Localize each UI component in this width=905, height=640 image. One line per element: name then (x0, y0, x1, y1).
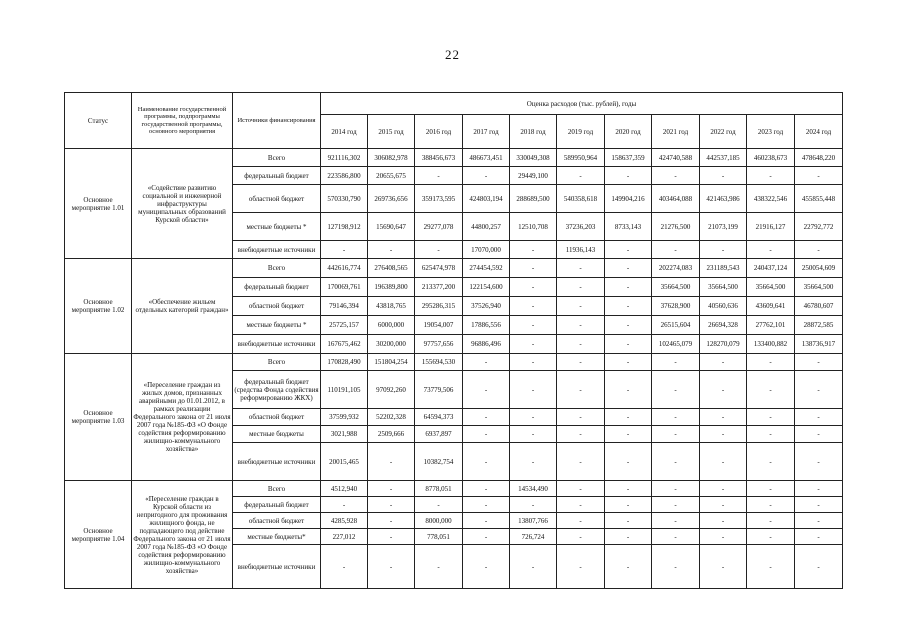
value-cell: - (795, 497, 843, 513)
value-cell: - (510, 354, 557, 371)
value-cell: - (557, 259, 605, 278)
value-cell: - (700, 354, 747, 371)
value-cell: - (368, 545, 415, 589)
value-cell: 306082,978 (368, 149, 415, 167)
value-cell: 240437,124 (747, 259, 795, 278)
value-cell: 110191,105 (321, 371, 368, 409)
value-cell: 15690,647 (368, 213, 415, 241)
value-cell: - (747, 167, 795, 185)
value-cell: - (463, 409, 510, 426)
value-cell: 6000,000 (368, 316, 415, 335)
value-cell: - (652, 409, 700, 426)
value-cell: - (605, 241, 652, 259)
value-cell: 96886,496 (463, 335, 510, 354)
value-cell: 8733,143 (605, 213, 652, 241)
value-cell: - (557, 545, 605, 589)
value-cell: 37236,203 (557, 213, 605, 241)
value-cell: 589950,964 (557, 149, 605, 167)
value-cell: 359173,595 (415, 185, 463, 213)
value-cell: 26694,328 (700, 316, 747, 335)
value-cell: - (368, 443, 415, 481)
year-header: 2019 год (557, 115, 605, 149)
value-cell: 102465,079 (652, 335, 700, 354)
funding-source-cell: местные бюджеты* (233, 529, 321, 545)
value-cell: 625474,978 (415, 259, 463, 278)
value-cell: 40560,636 (700, 297, 747, 316)
value-cell: 4285,928 (321, 513, 368, 529)
value-cell: - (652, 426, 700, 443)
value-cell: 288689,500 (510, 185, 557, 213)
value-cell: 35664,500 (747, 278, 795, 297)
value-cell: - (700, 513, 747, 529)
table-row (65, 481, 843, 497)
table-row (65, 149, 843, 167)
funding-source-cell: местные бюджеты * (233, 213, 321, 241)
value-cell: - (557, 529, 605, 545)
value-cell: - (747, 481, 795, 497)
value-cell: 570330,790 (321, 185, 368, 213)
value-cell: 11936,143 (557, 241, 605, 259)
value-cell: - (700, 371, 747, 409)
value-cell: - (510, 443, 557, 481)
value-cell: 20015,465 (321, 443, 368, 481)
value-cell: - (700, 529, 747, 545)
funding-source-cell: областной бюджет (233, 297, 321, 316)
status-cell: Основное мероприятие 1.02 (65, 259, 132, 354)
value-cell: - (747, 443, 795, 481)
header-estimate: Оценка расходов (тыс. рублей), годы (321, 93, 843, 115)
value-cell: 6937,897 (415, 426, 463, 443)
value-cell: - (368, 513, 415, 529)
value-cell: 27762,101 (747, 316, 795, 335)
funding-source-cell: Всего (233, 354, 321, 371)
value-cell: 170069,761 (321, 278, 368, 297)
value-cell: 403464,088 (652, 185, 700, 213)
value-cell: 330049,308 (510, 149, 557, 167)
value-cell: 28872,585 (795, 316, 843, 335)
funding-source-cell: областной бюджет (233, 513, 321, 529)
value-cell: - (747, 354, 795, 371)
funding-source-cell: Всего (233, 481, 321, 497)
value-cell: 22792,772 (795, 213, 843, 241)
value-cell: - (368, 529, 415, 545)
value-cell: 37599,932 (321, 409, 368, 426)
value-cell: - (605, 297, 652, 316)
value-cell: - (652, 545, 700, 589)
value-cell: 151804,254 (368, 354, 415, 371)
value-cell: 64594,373 (415, 409, 463, 426)
value-cell: 778,051 (415, 529, 463, 545)
funding-source-cell: внебюджетные источники (233, 241, 321, 259)
value-cell: - (557, 316, 605, 335)
value-cell: 52202,328 (368, 409, 415, 426)
value-cell: - (700, 241, 747, 259)
value-cell: - (463, 371, 510, 409)
value-cell: 442616,774 (321, 259, 368, 278)
value-cell: - (652, 481, 700, 497)
value-cell: - (605, 259, 652, 278)
value-cell: - (368, 497, 415, 513)
funding-source-cell: областной бюджет (233, 185, 321, 213)
year-header: 2014 год (321, 115, 368, 149)
value-cell: - (605, 545, 652, 589)
value-cell: - (368, 481, 415, 497)
value-cell: 276408,565 (368, 259, 415, 278)
table-body (65, 149, 843, 589)
value-cell: - (510, 545, 557, 589)
value-cell: - (605, 426, 652, 443)
year-header: 2024 год (795, 115, 843, 149)
year-header: 2020 год (605, 115, 652, 149)
value-cell: 486673,451 (463, 149, 510, 167)
value-cell: - (463, 529, 510, 545)
value-cell: - (557, 443, 605, 481)
value-cell: - (795, 481, 843, 497)
value-cell: - (795, 167, 843, 185)
value-cell: 29449,100 (510, 167, 557, 185)
funding-source-cell: Всего (233, 259, 321, 278)
year-header: 2015 год (368, 115, 415, 149)
funding-source-cell: местные бюджеты * (233, 316, 321, 335)
funding-source-cell: федеральный бюджет (средства Фонда содействия реформированию ЖКХ) (233, 371, 321, 409)
value-cell: 133400,882 (747, 335, 795, 354)
value-cell: - (510, 409, 557, 426)
value-cell: - (747, 426, 795, 443)
status-cell: Основное мероприятие 1.03 (65, 354, 132, 481)
value-cell: - (700, 167, 747, 185)
value-cell: - (795, 241, 843, 259)
value-cell: 460238,673 (747, 149, 795, 167)
funding-source-cell: внебюджетные источники (233, 545, 321, 589)
value-cell: 43609,641 (747, 297, 795, 316)
value-cell: 26515,604 (652, 316, 700, 335)
funding-source-cell: местные бюджеты (233, 426, 321, 443)
value-cell: - (605, 497, 652, 513)
value-cell: 35664,500 (652, 278, 700, 297)
value-cell: 202274,083 (652, 259, 700, 278)
header-status: Статус (65, 93, 132, 149)
page-number: 22 (445, 47, 460, 62)
value-cell: 2509,666 (368, 426, 415, 443)
value-cell: 424803,194 (463, 185, 510, 213)
funding-source-cell: внебюджетные источники (233, 335, 321, 354)
value-cell: 21916,127 (747, 213, 795, 241)
value-cell: 46780,607 (795, 297, 843, 316)
value-cell: - (747, 545, 795, 589)
value-cell: - (605, 481, 652, 497)
measure-name-cell: «Обеспечение жильем отдельных категорий граждан» (132, 259, 233, 354)
value-cell: 127198,912 (321, 213, 368, 241)
value-cell: - (747, 409, 795, 426)
value-cell: 424740,588 (652, 149, 700, 167)
value-cell: 274454,592 (463, 259, 510, 278)
value-cell: - (747, 497, 795, 513)
value-cell: 35664,500 (795, 278, 843, 297)
funding-source-cell: Всего (233, 149, 321, 167)
value-cell: - (652, 443, 700, 481)
value-cell: 442537,185 (700, 149, 747, 167)
measure-name-cell: «Переселение граждан в Курской области из непригодного для проживания жилищного фонда, не подпадающего под действие Федерального закона от 21 июля 2007 года №185-ФЗ «О Фонде содействия реформированию жилищно-коммунального хозяйства» (132, 481, 233, 589)
funding-source-cell: внебюджетные источники (233, 443, 321, 481)
value-cell: - (368, 241, 415, 259)
value-cell: 269736,656 (368, 185, 415, 213)
value-cell: 196389,800 (368, 278, 415, 297)
value-cell: 35664,500 (700, 278, 747, 297)
value-cell: 455855,448 (795, 185, 843, 213)
value-cell: 138736,917 (795, 335, 843, 354)
value-cell: 921116,302 (321, 149, 368, 167)
value-cell: - (557, 167, 605, 185)
value-cell: 17886,556 (463, 316, 510, 335)
value-cell: 44800,257 (463, 213, 510, 241)
funding-source-cell: федеральный бюджет (233, 497, 321, 513)
value-cell: - (510, 371, 557, 409)
value-cell: - (557, 297, 605, 316)
value-cell: 20655,675 (368, 167, 415, 185)
value-cell: - (700, 426, 747, 443)
value-cell: - (510, 297, 557, 316)
value-cell: 726,724 (510, 529, 557, 545)
value-cell: - (605, 335, 652, 354)
value-cell: - (747, 529, 795, 545)
value-cell: - (605, 354, 652, 371)
measure-name-cell: «Переселение граждан из жилых домов, признанных аварийными до 01.01.2012, в рамках реализации Федерального закона от 21 июля 2007 года №185-ФЗ «О Фонде содействия реформированию жилищно-коммунального хозяйства» (132, 354, 233, 481)
value-cell: - (605, 371, 652, 409)
status-cell: Основное мероприятие 1.01 (65, 149, 132, 259)
value-cell: 14534,490 (510, 481, 557, 497)
value-cell: - (463, 545, 510, 589)
value-cell: - (463, 481, 510, 497)
value-cell: - (321, 497, 368, 513)
value-cell: 79146,394 (321, 297, 368, 316)
value-cell: - (415, 241, 463, 259)
value-cell: - (510, 259, 557, 278)
value-cell: - (700, 481, 747, 497)
value-cell: 97757,656 (415, 335, 463, 354)
value-cell: 149904,216 (605, 185, 652, 213)
budget-table (64, 92, 843, 589)
value-cell: - (557, 354, 605, 371)
value-cell: - (605, 167, 652, 185)
value-cell: 167675,462 (321, 335, 368, 354)
value-cell: - (652, 497, 700, 513)
value-cell: 19054,007 (415, 316, 463, 335)
value-cell: 4512,940 (321, 481, 368, 497)
value-cell: - (415, 497, 463, 513)
funding-source-cell: федеральный бюджет (233, 167, 321, 185)
value-cell: 438322,546 (747, 185, 795, 213)
status-cell: Основное мероприятие 1.04 (65, 481, 132, 589)
value-cell: - (795, 371, 843, 409)
value-cell: - (557, 481, 605, 497)
value-cell: 17070,000 (463, 241, 510, 259)
value-cell: - (747, 241, 795, 259)
value-cell: 8000,000 (415, 513, 463, 529)
measure-name-cell: «Содействие развитию социальной и инженерной инфраструктуры муниципальных образований Курской области» (132, 149, 233, 259)
value-cell: 73779,506 (415, 371, 463, 409)
year-header: 2021 год (652, 115, 700, 149)
value-cell: - (700, 545, 747, 589)
value-cell: - (795, 529, 843, 545)
value-cell: - (652, 529, 700, 545)
value-cell: 30200,000 (368, 335, 415, 354)
value-cell: 213377,200 (415, 278, 463, 297)
value-cell: - (510, 426, 557, 443)
funding-source-cell: федеральный бюджет (233, 278, 321, 297)
value-cell: 21276,500 (652, 213, 700, 241)
value-cell: - (795, 426, 843, 443)
value-cell: - (557, 513, 605, 529)
funding-source-cell: областной бюджет (233, 409, 321, 426)
value-cell: - (557, 497, 605, 513)
value-cell: - (795, 443, 843, 481)
value-cell: - (795, 409, 843, 426)
value-cell: 128270,079 (700, 335, 747, 354)
value-cell: - (700, 443, 747, 481)
value-cell: 158637,359 (605, 149, 652, 167)
value-cell: 122154,600 (463, 278, 510, 297)
value-cell: 21073,199 (700, 213, 747, 241)
value-cell: 155694,530 (415, 354, 463, 371)
value-cell: 37628,900 (652, 297, 700, 316)
value-cell: - (605, 316, 652, 335)
value-cell: - (510, 278, 557, 297)
value-cell: 97092,260 (368, 371, 415, 409)
value-cell: - (510, 497, 557, 513)
value-cell: - (605, 278, 652, 297)
value-cell: - (795, 513, 843, 529)
table-row (65, 259, 843, 278)
value-cell: 12510,708 (510, 213, 557, 241)
value-cell: - (652, 167, 700, 185)
header-source: Источники финансирования (233, 93, 321, 149)
value-cell: 3021,988 (321, 426, 368, 443)
value-cell: 295286,315 (415, 297, 463, 316)
value-cell: - (415, 545, 463, 589)
value-cell: 10382,754 (415, 443, 463, 481)
value-cell: 540358,618 (557, 185, 605, 213)
value-cell: - (463, 167, 510, 185)
value-cell: - (463, 443, 510, 481)
table-row (65, 354, 843, 371)
value-cell: - (557, 335, 605, 354)
value-cell: - (557, 278, 605, 297)
value-cell: - (605, 513, 652, 529)
value-cell: 421463,986 (700, 185, 747, 213)
value-cell: 478648,220 (795, 149, 843, 167)
value-cell: 223586,800 (321, 167, 368, 185)
value-cell: - (321, 545, 368, 589)
value-cell: - (557, 426, 605, 443)
value-cell: - (652, 371, 700, 409)
header-row (65, 93, 843, 115)
value-cell: 250054,609 (795, 259, 843, 278)
value-cell: 43818,765 (368, 297, 415, 316)
value-cell: - (510, 316, 557, 335)
value-cell: - (652, 354, 700, 371)
value-cell: 29277,078 (415, 213, 463, 241)
header-name: Наименование государственной программы, подпрограммы государственной программы, основного мероприятия (132, 93, 233, 149)
value-cell: 8778,051 (415, 481, 463, 497)
value-cell: - (463, 354, 510, 371)
value-cell: 388456,673 (415, 149, 463, 167)
value-cell: - (415, 167, 463, 185)
year-header: 2022 год (700, 115, 747, 149)
value-cell: 227,012 (321, 529, 368, 545)
value-cell: - (795, 545, 843, 589)
value-cell: 170828,490 (321, 354, 368, 371)
year-header: 2023 год (747, 115, 795, 149)
year-header: 2016 год (415, 115, 463, 149)
value-cell: - (510, 335, 557, 354)
value-cell: - (747, 371, 795, 409)
value-cell: - (321, 241, 368, 259)
value-cell: - (747, 513, 795, 529)
value-cell: 25725,157 (321, 316, 368, 335)
value-cell: - (605, 409, 652, 426)
year-header: 2018 год (510, 115, 557, 149)
value-cell: - (605, 529, 652, 545)
value-cell: - (510, 241, 557, 259)
value-cell: - (463, 513, 510, 529)
value-cell: - (557, 371, 605, 409)
value-cell: - (463, 497, 510, 513)
value-cell: - (795, 354, 843, 371)
value-cell: - (605, 443, 652, 481)
value-cell: - (557, 409, 605, 426)
value-cell: - (652, 513, 700, 529)
value-cell: - (700, 409, 747, 426)
value-cell: - (463, 426, 510, 443)
year-header: 2017 год (463, 115, 510, 149)
value-cell: 231189,543 (700, 259, 747, 278)
value-cell: - (700, 497, 747, 513)
value-cell: 37526,940 (463, 297, 510, 316)
value-cell: - (652, 241, 700, 259)
value-cell: 13807,766 (510, 513, 557, 529)
